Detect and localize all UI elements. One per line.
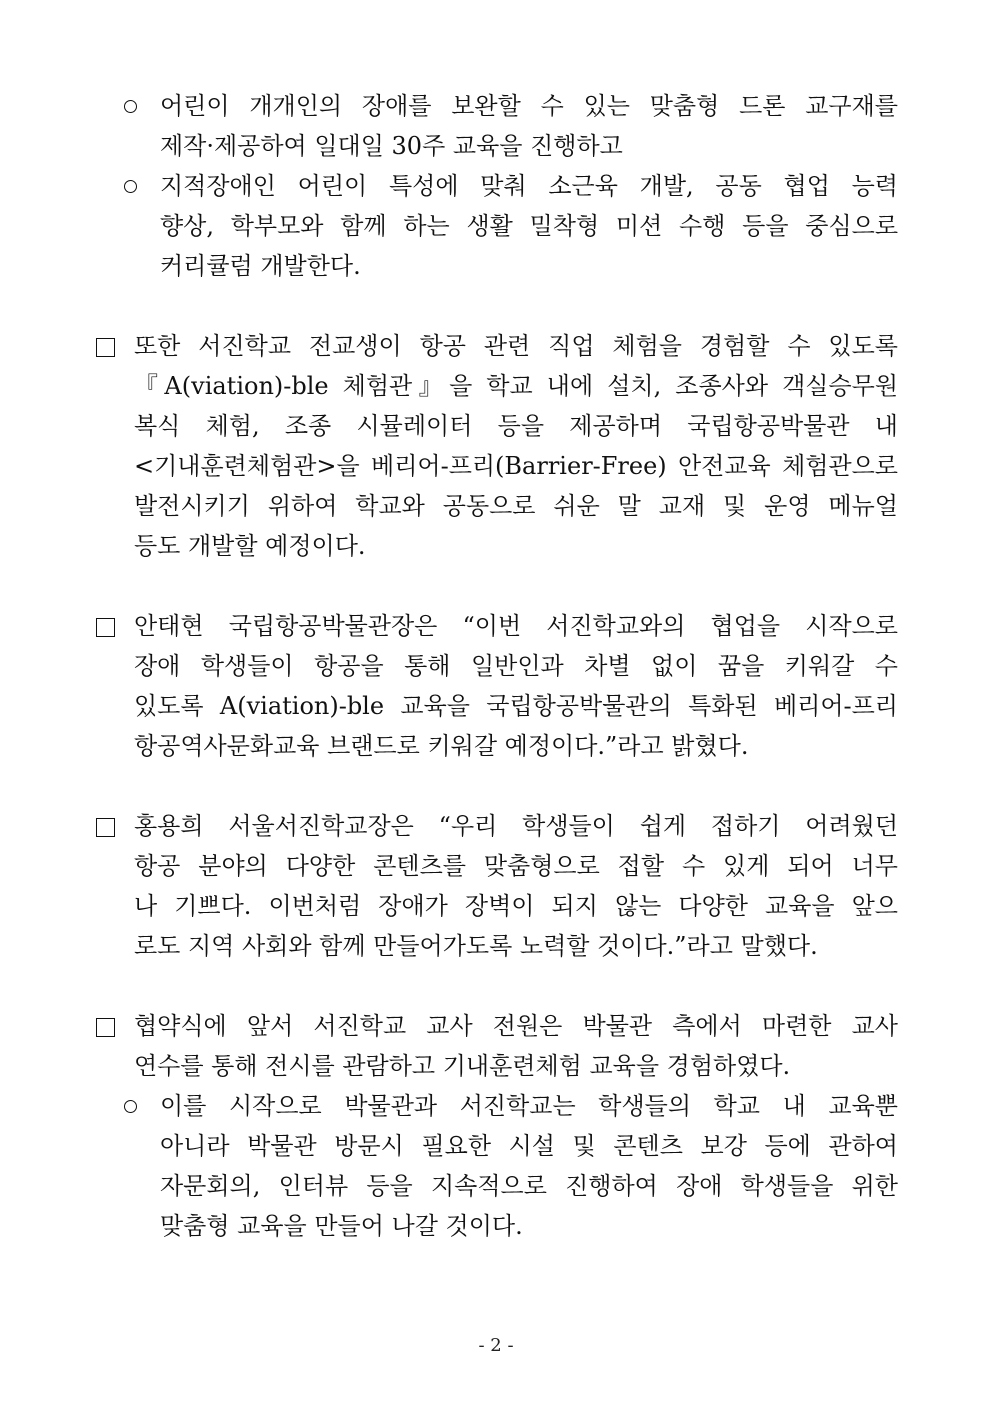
text-line: 장애 학생들이 항공을 통해 일반인과 차별 없이 꿈을 키워갈 수 xyxy=(134,652,898,680)
text-line: 또한 서진학교 전교생이 항공 관련 직업 체험을 경험할 수 있도록 xyxy=(134,332,898,360)
circle-bullet-icon xyxy=(124,180,137,193)
text-line: 이를 시작으로 박물관과 서진학교는 학생들의 학교 내 교육뿐 xyxy=(160,1092,898,1120)
text-line: 항공 분야의 다양한 콘텐츠를 맞춤형으로 접할 수 있게 되어 너무 xyxy=(134,852,898,880)
text-line: 아니라 박물관 방문시 필요한 시설 및 콘텐츠 보강 등에 관하여 xyxy=(160,1132,898,1160)
text-line: 제작·제공하여 일대일 30주 교육을 진행하고 xyxy=(160,132,623,160)
text-line: 등도 개발할 예정이다. xyxy=(134,532,366,560)
text-line: 지적장애인 어린이 특성에 맞춰 소근육 개발, 공동 협업 능력 xyxy=(160,172,898,200)
text-line: 있도록 A(viation)-ble 교육을 국립항공박물관의 특화된 베리어-프리 xyxy=(134,692,898,720)
text-line: 나 기쁘다. 이번처럼 장애가 장벽이 되지 않는 다양한 교육을 앞으 xyxy=(134,892,898,920)
text-line: 홍용희 서울서진학교장은 “우리 학생들이 쉽게 접하기 어려웠던 xyxy=(134,812,898,840)
text-line: 맞춤형 교육을 만들어 나갈 것이다. xyxy=(160,1212,523,1240)
square-bullet-icon xyxy=(96,1018,115,1037)
text-line: 연수를 통해 전시를 관람하고 기내훈련체험 교육을 경험하였다. xyxy=(134,1052,791,1080)
circle-bullet-icon xyxy=(124,100,137,113)
square-bullet-icon xyxy=(96,618,115,637)
text-line: 커리큘럼 개발한다. xyxy=(160,252,361,280)
circle-bullet-icon xyxy=(124,1100,137,1113)
square-bullet-icon xyxy=(96,338,115,357)
text-line: 어린이 개개인의 장애를 보완할 수 있는 맞춤형 드론 교구재를 xyxy=(160,92,898,120)
text-line: <기내훈련체험관>을 베리어-프리(Barrier-Free) 안전교육 체험관으로 xyxy=(134,452,898,480)
text-line: 『A(viation)-ble 체험관』을 학교 내에 설치, 조종사와 객실승무원 xyxy=(134,372,898,400)
text-line: 협약식에 앞서 서진학교 교사 전원은 박물관 측에서 마련한 교사 xyxy=(134,1012,898,1040)
text-line: 항공역사문화교육 브랜드로 키워갈 예정이다.”라고 밝혔다. xyxy=(134,732,749,760)
text-line: 발전시키기 위하여 학교와 공동으로 쉬운 말 교재 및 운영 메뉴얼 xyxy=(134,492,898,520)
page-number: - 2 - xyxy=(478,1335,514,1356)
text-line: 복식 체험, 조종 시뮬레이터 등을 제공하며 국립항공박물관 내 xyxy=(134,412,898,440)
square-bullet-icon xyxy=(96,818,115,837)
text-line: 로도 지역 사회와 함께 만들어가도록 노력할 것이다.”라고 말했다. xyxy=(134,932,818,960)
text-line: 향상, 학부모와 함께 하는 생활 밀착형 미션 수행 등을 중심으로 xyxy=(160,212,898,240)
text-line: 안태현 국립항공박물관장은 “이번 서진학교와의 협업을 시작으로 xyxy=(134,612,898,640)
text-line: 자문회의, 인터뷰 등을 지속적으로 진행하여 장애 학생들을 위한 xyxy=(160,1172,898,1200)
